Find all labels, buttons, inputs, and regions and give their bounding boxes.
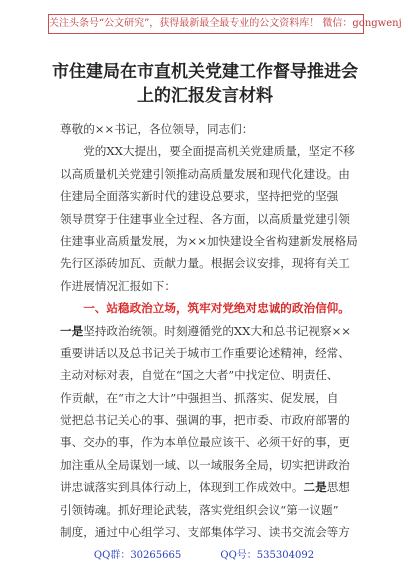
body-line: 党的XX大提出，要全面提高机关党建质量，坚定不移 bbox=[60, 144, 355, 159]
document-body bbox=[60, 118, 356, 543]
body-line: 先行区添砖加瓦、贡献力量。根据会议安排，现将有关工 bbox=[60, 256, 350, 271]
point-2-text: 思想 bbox=[326, 480, 350, 495]
body-line: 以高质量机关党建引领推动高质量发展和现代化建设。由 bbox=[60, 166, 350, 181]
footer-contact bbox=[0, 548, 408, 564]
body-line: 加注重从全局谋划一域、以一域服务全局，切实把讲政治 bbox=[60, 457, 350, 472]
body-line: 领导贯穿于住建事业全过程、各方面，以高质量党建引领 bbox=[60, 211, 350, 226]
body-line: 制度，通过中心组学习、支部集体学习、读书交流会等方 bbox=[60, 525, 350, 540]
point-2-label: 二是 bbox=[303, 480, 327, 495]
body-line: 主动对标对表，自觉在“国之大者”中找定位、明责任、 bbox=[60, 368, 339, 383]
salutation: 尊敬的××书记，各位领导，同志们： bbox=[60, 122, 254, 136]
title-line-2: 上的汇报发言材料 bbox=[137, 86, 273, 106]
body-line: 觉把总书记关心的事、强调的事，把市委、市政府部署的 bbox=[60, 413, 350, 428]
body-line: 作贡献，在“市之大计”中强担当、抓落实、促发展，自 bbox=[60, 390, 339, 405]
section-heading-1: 一、站稳政治立场，筑牢对党绝对忠诚的政治信仰。 bbox=[60, 301, 350, 316]
point-1-text: 坚持政治统领。时刻遵循党的XX大和总书记视察×× bbox=[83, 323, 352, 338]
body-line: 作进展情况汇报如下： bbox=[60, 278, 176, 293]
body-line: 住建局全面落实新时代的建设总要求，坚持把党的坚强 bbox=[60, 189, 339, 204]
point-1-text-end: 讲忠诚落实到具体行动上，体现到工作成效中。 bbox=[60, 480, 304, 495]
point-1-line bbox=[60, 320, 356, 342]
body-line: 重要讲话以及总书记关于城市工作重要论述精神，经常、 bbox=[60, 345, 350, 360]
point-2-line bbox=[60, 476, 356, 498]
body-line: 引领铸魂。抓好理论武装，落实党组织会议“第一议题” bbox=[60, 502, 339, 517]
qq-group: QQ群：30265665 bbox=[93, 550, 182, 561]
body-line: 住建事业高质量发展，为××加快建设全省构建新发展格局 bbox=[60, 233, 358, 248]
top-banner: 关注头条号“公文研究”，获得最新最全最专业的公文资料库！ 微信：gongwenj bbox=[48, 14, 364, 34]
document-title bbox=[40, 60, 370, 108]
title-line-1: 市住建局在市直机关党建工作督导推进会 bbox=[52, 62, 358, 82]
point-1-label: 一是 bbox=[60, 323, 84, 338]
body-line: 事、交办的事，作为本单位最应该干、必须干好的事，更 bbox=[60, 435, 350, 450]
qq-number: QQ号：535304092 bbox=[220, 550, 315, 561]
